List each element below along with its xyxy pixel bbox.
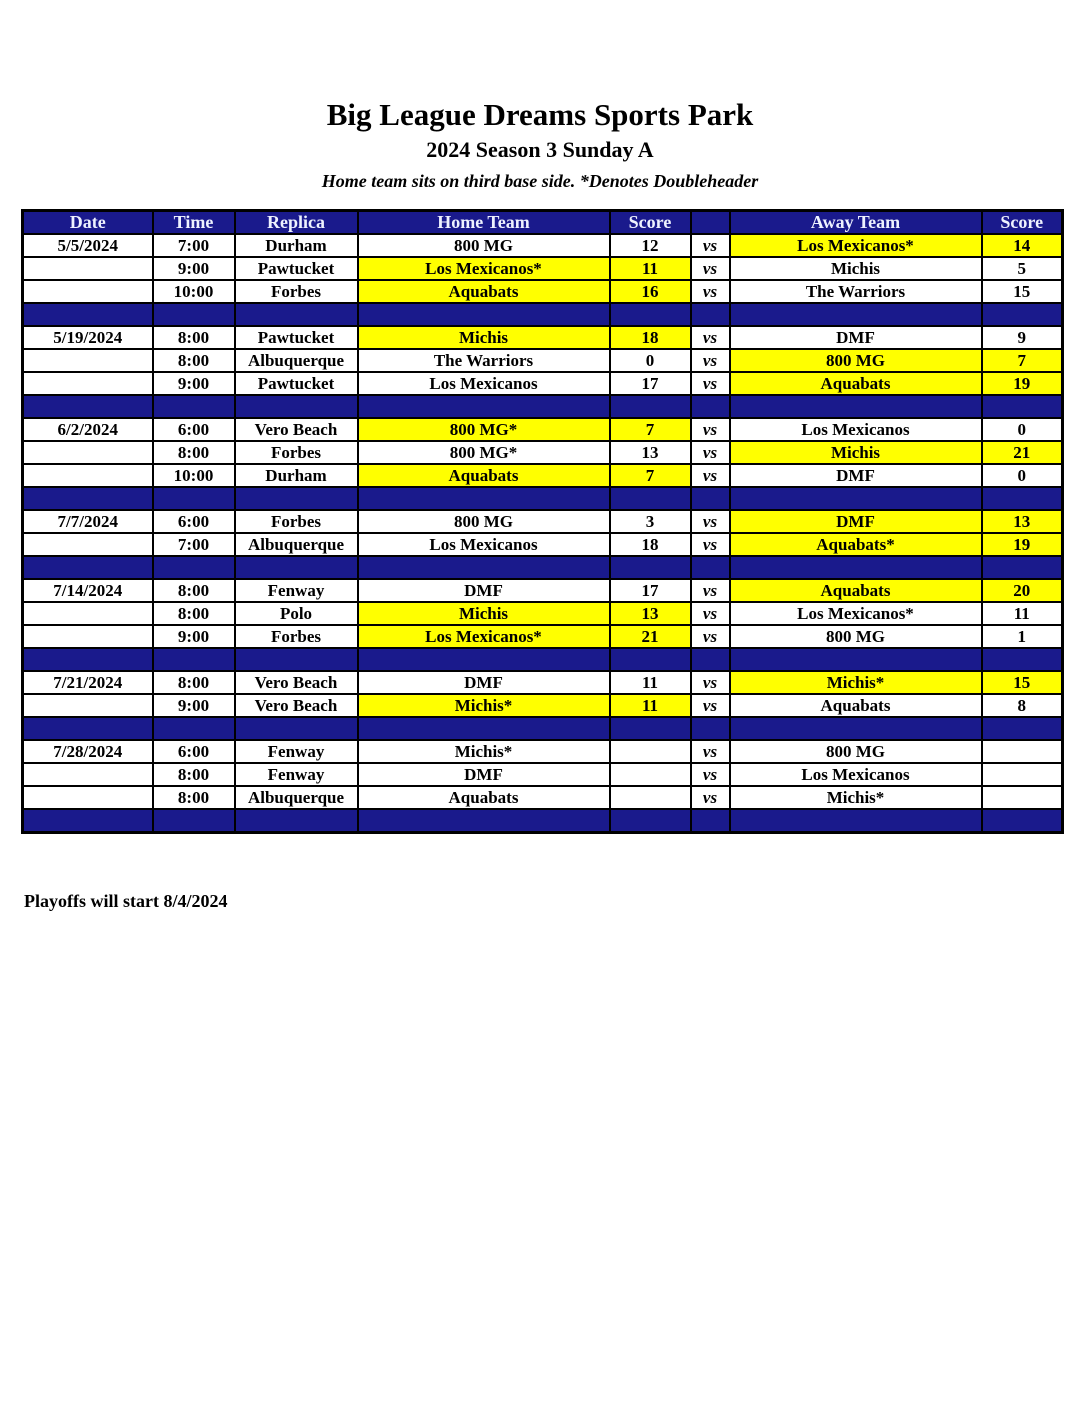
away-team-cell: Michis* (730, 786, 982, 809)
game-row (23, 763, 1063, 786)
vs-cell: vs (691, 257, 730, 280)
home-team-cell: Los Mexicanos (358, 372, 610, 395)
vs-cell: vs (691, 763, 730, 786)
home-team-cell: 800 MG* (358, 418, 610, 441)
replica-cell: Vero Beach (235, 694, 358, 717)
game-row (23, 510, 1063, 533)
separator-cell (358, 717, 610, 740)
replica-cell: Forbes (235, 625, 358, 648)
separator-cell (610, 648, 691, 671)
home-team-cell: Aquabats (358, 786, 610, 809)
separator-cell (23, 809, 153, 833)
separator-cell (358, 648, 610, 671)
separator-cell (730, 717, 982, 740)
separator-cell (153, 556, 235, 579)
away-score-cell: 19 (982, 372, 1063, 395)
home-team-cell: Los Mexicanos* (358, 625, 610, 648)
separator-cell (23, 648, 153, 671)
separator-cell (153, 395, 235, 418)
time-cell: 8:00 (153, 326, 235, 349)
separator-cell (23, 556, 153, 579)
replica-cell: Forbes (235, 280, 358, 303)
home-score-cell: 11 (610, 257, 691, 280)
replica-cell: Durham (235, 234, 358, 257)
separator-cell (982, 717, 1063, 740)
vs-cell: vs (691, 625, 730, 648)
away-team-cell: Aquabats (730, 694, 982, 717)
away-team-cell: Los Mexicanos* (730, 602, 982, 625)
separator-cell (691, 487, 730, 510)
vs-cell: vs (691, 602, 730, 625)
away-score-cell: 15 (982, 671, 1063, 694)
separator-cell (358, 556, 610, 579)
separator-cell (358, 487, 610, 510)
time-cell: 8:00 (153, 349, 235, 372)
separator-cell (153, 303, 235, 326)
date-cell (23, 786, 153, 809)
home-team-cell: Michis* (358, 694, 610, 717)
separator-cell (235, 717, 358, 740)
time-cell: 8:00 (153, 602, 235, 625)
away-team-cell: Aquabats (730, 579, 982, 602)
home-score-cell: 0 (610, 349, 691, 372)
home-score-cell (610, 786, 691, 809)
separator-cell (610, 809, 691, 833)
home-team-cell: Los Mexicanos (358, 533, 610, 556)
game-row (23, 625, 1063, 648)
away-score-cell: 0 (982, 464, 1063, 487)
date-cell: 5/19/2024 (23, 326, 153, 349)
date-cell (23, 441, 153, 464)
vs-cell: vs (691, 280, 730, 303)
date-cell (23, 349, 153, 372)
home-score-cell (610, 740, 691, 763)
home-score-cell: 17 (610, 579, 691, 602)
vs-cell: vs (691, 372, 730, 395)
away-score-cell: 1 (982, 625, 1063, 648)
home-score-cell: 13 (610, 441, 691, 464)
date-cell (23, 257, 153, 280)
separator-cell (153, 648, 235, 671)
separator-cell (982, 556, 1063, 579)
game-row (23, 372, 1063, 395)
away-team-cell: Michis (730, 441, 982, 464)
time-cell: 7:00 (153, 234, 235, 257)
time-cell: 6:00 (153, 510, 235, 533)
home-score-cell: 7 (610, 418, 691, 441)
separator-cell (153, 809, 235, 833)
home-score-cell: 12 (610, 234, 691, 257)
separator-cell (358, 303, 610, 326)
home-team-cell: DMF (358, 579, 610, 602)
column-header-score: Score (982, 211, 1063, 235)
time-cell: 8:00 (153, 441, 235, 464)
separator-cell (235, 303, 358, 326)
column-header-replica: Replica (235, 211, 358, 235)
home-team-cell: The Warriors (358, 349, 610, 372)
separator-cell (982, 487, 1063, 510)
column-header-home-team: Home Team (358, 211, 610, 235)
separator-cell (23, 717, 153, 740)
column-header-score: Score (610, 211, 691, 235)
replica-cell: Polo (235, 602, 358, 625)
date-cell: 6/2/2024 (23, 418, 153, 441)
separator-cell (23, 395, 153, 418)
away-team-cell: The Warriors (730, 280, 982, 303)
away-team-cell: Los Mexicanos (730, 763, 982, 786)
season-subtitle: 2024 Season 3 Sunday A (426, 137, 654, 162)
away-score-cell: 8 (982, 694, 1063, 717)
away-score-cell (982, 786, 1063, 809)
date-cell: 7/21/2024 (23, 671, 153, 694)
separator-cell (691, 809, 730, 833)
separator-cell (691, 648, 730, 671)
away-team-cell: 800 MG (730, 625, 982, 648)
away-score-cell: 14 (982, 234, 1063, 257)
home-team-cell: Aquabats (358, 280, 610, 303)
time-cell: 10:00 (153, 280, 235, 303)
separator-cell (982, 303, 1063, 326)
time-cell: 7:00 (153, 533, 235, 556)
column-header-away-team: Away Team (730, 211, 982, 235)
replica-cell: Albuquerque (235, 349, 358, 372)
home-score-cell: 16 (610, 280, 691, 303)
separator-row (23, 487, 1063, 510)
away-score-cell: 5 (982, 257, 1063, 280)
vs-cell: vs (691, 326, 730, 349)
separator-cell (610, 395, 691, 418)
vs-cell: vs (691, 349, 730, 372)
home-team-cell: Los Mexicanos* (358, 257, 610, 280)
away-team-cell: 800 MG (730, 740, 982, 763)
home-score-cell: 11 (610, 671, 691, 694)
date-cell (23, 694, 153, 717)
time-cell: 9:00 (153, 372, 235, 395)
separator-row (23, 303, 1063, 326)
away-team-cell: Michis (730, 257, 982, 280)
replica-cell: Forbes (235, 510, 358, 533)
separator-row (23, 556, 1063, 579)
vs-cell: vs (691, 533, 730, 556)
date-cell: 7/28/2024 (23, 740, 153, 763)
vs-cell: vs (691, 234, 730, 257)
away-score-cell (982, 763, 1063, 786)
away-score-cell: 15 (982, 280, 1063, 303)
home-team-cell: 800 MG (358, 510, 610, 533)
home-score-cell: 13 (610, 602, 691, 625)
time-cell: 8:00 (153, 786, 235, 809)
replica-cell: Albuquerque (235, 533, 358, 556)
replica-cell: Forbes (235, 441, 358, 464)
away-team-cell: DMF (730, 326, 982, 349)
date-cell: 7/7/2024 (23, 510, 153, 533)
away-score-cell: 19 (982, 533, 1063, 556)
vs-cell: vs (691, 418, 730, 441)
replica-cell: Vero Beach (235, 671, 358, 694)
home-team-cell: Michis (358, 602, 610, 625)
away-score-cell: 11 (982, 602, 1063, 625)
time-cell: 8:00 (153, 763, 235, 786)
game-row (23, 579, 1063, 602)
separator-cell (730, 556, 982, 579)
separator-cell (23, 303, 153, 326)
date-cell (23, 602, 153, 625)
home-score-cell: 21 (610, 625, 691, 648)
game-row (23, 418, 1063, 441)
replica-cell: Fenway (235, 740, 358, 763)
game-row (23, 234, 1063, 257)
home-team-cell: Aquabats (358, 464, 610, 487)
date-cell (23, 763, 153, 786)
separator-cell (730, 648, 982, 671)
separator-cell (235, 809, 358, 833)
playoffs-note: Playoffs will start 8/4/2024 (24, 891, 228, 911)
separator-row (23, 717, 1063, 740)
separator-row (23, 648, 1063, 671)
date-cell (23, 372, 153, 395)
vs-cell: vs (691, 671, 730, 694)
time-cell: 9:00 (153, 625, 235, 648)
home-team-cell: 800 MG* (358, 441, 610, 464)
game-row (23, 740, 1063, 763)
game-row (23, 326, 1063, 349)
away-team-cell: Michis* (730, 671, 982, 694)
schedule-table-container (21, 209, 1061, 834)
column-header-vs-spacer (691, 211, 730, 235)
date-cell (23, 280, 153, 303)
home-score-cell (610, 763, 691, 786)
away-team-cell: Aquabats (730, 372, 982, 395)
away-team-cell: Los Mexicanos* (730, 234, 982, 257)
time-cell: 6:00 (153, 418, 235, 441)
separator-cell (235, 487, 358, 510)
away-team-cell: DMF (730, 464, 982, 487)
separator-cell (358, 809, 610, 833)
home-score-cell: 18 (610, 533, 691, 556)
away-score-cell: 7 (982, 349, 1063, 372)
separator-cell (358, 395, 610, 418)
separator-row (23, 395, 1063, 418)
home-score-cell: 17 (610, 372, 691, 395)
home-team-cell: DMF (358, 671, 610, 694)
separator-cell (730, 487, 982, 510)
home-team-cell: Michis (358, 326, 610, 349)
time-cell: 8:00 (153, 671, 235, 694)
date-cell (23, 625, 153, 648)
vs-cell: vs (691, 786, 730, 809)
time-cell: 9:00 (153, 694, 235, 717)
separator-cell (610, 556, 691, 579)
separator-cell (982, 648, 1063, 671)
separator-row (23, 809, 1063, 833)
separator-cell (691, 303, 730, 326)
page-title: Big League Dreams Sports Park (326, 97, 754, 132)
date-cell (23, 533, 153, 556)
date-cell (23, 464, 153, 487)
game-row (23, 694, 1063, 717)
game-row (23, 602, 1063, 625)
separator-cell (982, 395, 1063, 418)
game-row (23, 257, 1063, 280)
separator-cell (23, 487, 153, 510)
away-team-cell: Los Mexicanos (730, 418, 982, 441)
separator-cell (235, 395, 358, 418)
away-score-cell: 21 (982, 441, 1063, 464)
date-cell: 7/14/2024 (23, 579, 153, 602)
time-cell: 9:00 (153, 257, 235, 280)
away-team-cell: 800 MG (730, 349, 982, 372)
replica-cell: Pawtucket (235, 326, 358, 349)
replica-cell: Pawtucket (235, 257, 358, 280)
home-team-note: Home team sits on third base side. *Denotes Doubleheader (321, 171, 759, 191)
column-header-time: Time (153, 211, 235, 235)
date-cell: 5/5/2024 (23, 234, 153, 257)
game-row (23, 349, 1063, 372)
away-score-cell: 0 (982, 418, 1063, 441)
game-row (23, 464, 1063, 487)
vs-cell: vs (691, 441, 730, 464)
home-team-cell: Michis* (358, 740, 610, 763)
separator-cell (691, 556, 730, 579)
separator-cell (691, 717, 730, 740)
replica-cell: Durham (235, 464, 358, 487)
replica-cell: Fenway (235, 763, 358, 786)
home-team-cell: DMF (358, 763, 610, 786)
game-row (23, 671, 1063, 694)
game-row (23, 533, 1063, 556)
away-team-cell: Aquabats* (730, 533, 982, 556)
away-score-cell (982, 740, 1063, 763)
game-row (23, 441, 1063, 464)
vs-cell: vs (691, 510, 730, 533)
separator-cell (982, 809, 1063, 833)
vs-cell: vs (691, 694, 730, 717)
separator-cell (730, 395, 982, 418)
home-score-cell: 18 (610, 326, 691, 349)
separator-cell (235, 556, 358, 579)
home-score-cell: 7 (610, 464, 691, 487)
away-score-cell: 20 (982, 579, 1063, 602)
away-team-cell: DMF (730, 510, 982, 533)
title-block (0, 98, 1080, 192)
vs-cell: vs (691, 464, 730, 487)
replica-cell: Vero Beach (235, 418, 358, 441)
separator-cell (691, 395, 730, 418)
replica-cell: Albuquerque (235, 786, 358, 809)
vs-cell: vs (691, 740, 730, 763)
separator-cell (235, 648, 358, 671)
home-team-cell: 800 MG (358, 234, 610, 257)
vs-cell: vs (691, 579, 730, 602)
separator-cell (610, 303, 691, 326)
separator-cell (153, 717, 235, 740)
schedule-body (23, 234, 1063, 833)
separator-cell (610, 487, 691, 510)
replica-cell: Fenway (235, 579, 358, 602)
separator-cell (730, 303, 982, 326)
separator-cell (153, 487, 235, 510)
time-cell: 10:00 (153, 464, 235, 487)
home-score-cell: 11 (610, 694, 691, 717)
header-row (23, 211, 1063, 235)
away-score-cell: 13 (982, 510, 1063, 533)
home-score-cell: 3 (610, 510, 691, 533)
game-row (23, 280, 1063, 303)
separator-cell (610, 717, 691, 740)
column-header-date: Date (23, 211, 153, 235)
time-cell: 8:00 (153, 579, 235, 602)
separator-cell (730, 809, 982, 833)
game-row (23, 786, 1063, 809)
replica-cell: Pawtucket (235, 372, 358, 395)
schedule-table (21, 209, 1064, 834)
time-cell: 6:00 (153, 740, 235, 763)
away-score-cell: 9 (982, 326, 1063, 349)
